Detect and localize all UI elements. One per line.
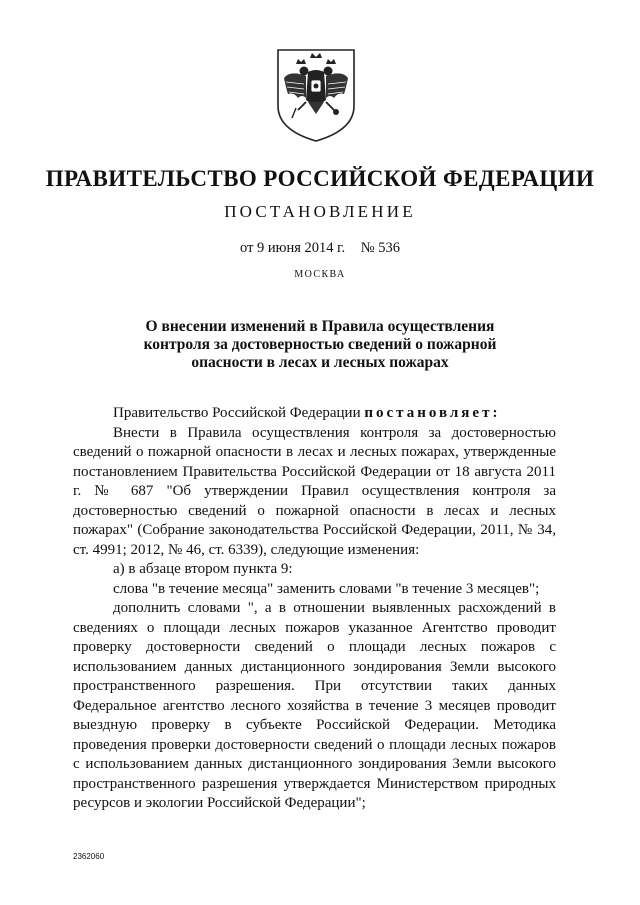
document-code: 2362060 bbox=[73, 852, 105, 861]
body-paragraph: а) в абзаце втором пункта 9: bbox=[113, 561, 293, 577]
decree-intro-text: Правительство Российской Федерации bbox=[113, 405, 361, 421]
body-paragraph: слова "в течение месяца" заменить словами "в течение 3 месяцев"; bbox=[113, 580, 540, 597]
russian-coat-of-arms-icon bbox=[274, 44, 358, 144]
document-date-number bbox=[0, 240, 640, 257]
body-paragraph: дополнить словами ", а в отношении выявленных расхождений в сведениях о площади лесных пожаров указанное Агентство проводит проверку достоверности сведений о площади лесных пожаров с использованием данных дистанционного зондирования Земли высокого пространственного разрешения. При отсутствии таких данных Федеральное агентство лесного хозяйства в течение 3 месяцев проводит выездную проверку в субъекте Российской Федерации. Методика проведения проверки достоверности сведений о площади лесных пожаров с использованием данных дистанционного зондирования Земли высокого пространственного разрешения утверждается Министерством природных ресурсов и экологии Российской Федерации"; bbox=[73, 600, 556, 811]
subject-line: контроля за достоверностью сведений о пожарной bbox=[143, 336, 497, 353]
document-city: МОСКВА bbox=[294, 269, 346, 280]
document-number: № 536 bbox=[360, 240, 400, 256]
document-body bbox=[73, 404, 556, 814]
decree-intro bbox=[73, 404, 556, 424]
body-paragraph: Внести в Правила осуществления контроля за достоверностью сведений о пожарной опасности в лесах и лесных пожарах, утвержденные постановлением Правительства Российской Федерации от 18 августа 2011 г. № 687 "Об утверждении Правил осуществления контроля за достоверностью сведений о пожарной опасности в лесах и лесных пожарах" (Собрание законодательства Российской Федерации, 2011, № 34, ст. 4991; 2012, № 46, ст. 6339), следующие изменения: bbox=[73, 424, 556, 558]
decree-verb: постановляет: bbox=[364, 405, 501, 421]
subject-line: О внесении изменений в Правила осуществления bbox=[145, 318, 495, 335]
document-type: ПОСТАНОВЛЕНИЕ bbox=[224, 202, 416, 221]
subject-line: опасности в лесах и лесных пожарах bbox=[191, 354, 449, 371]
document-subject bbox=[120, 318, 520, 372]
government-title: ПРАВИТЕЛЬСТВО РОССИЙСКОЙ ФЕДЕРАЦИИ bbox=[45, 166, 595, 191]
document-date: от 9 июня 2014 г. bbox=[240, 240, 346, 256]
